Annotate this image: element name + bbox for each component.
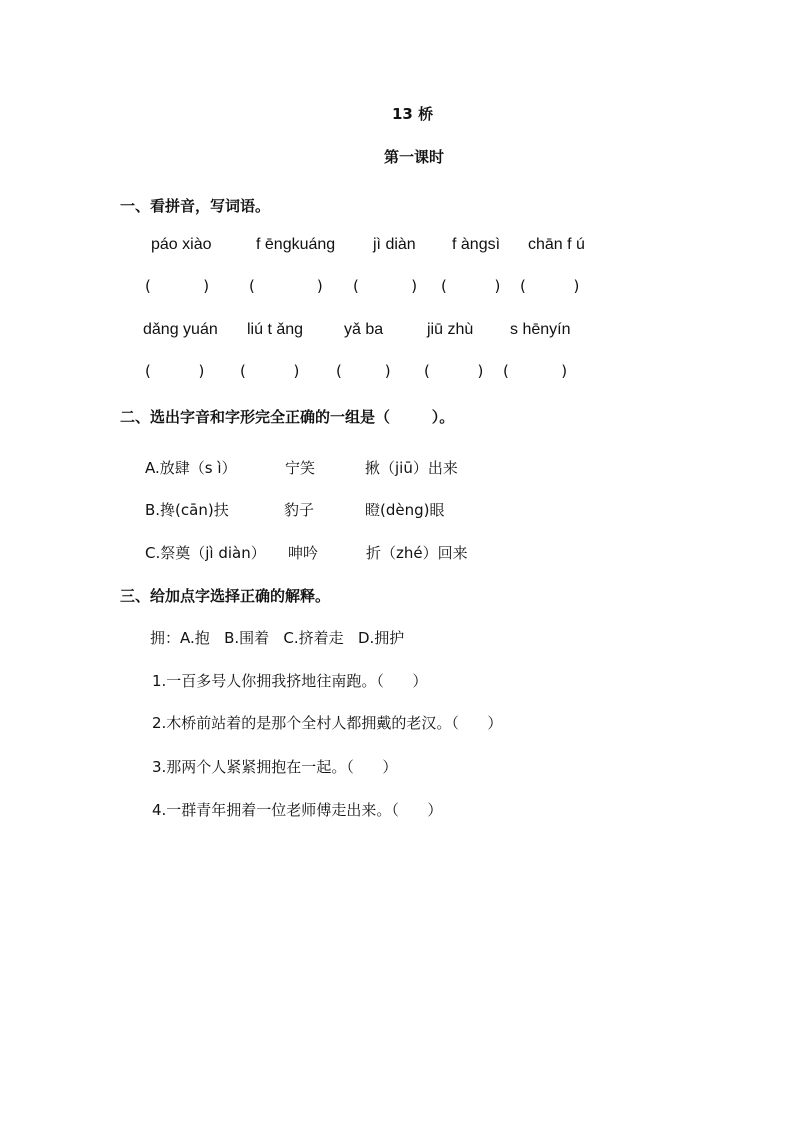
option-c-word2: 呻吟	[288, 544, 319, 562]
answer-blank-10[interactable]: ( )	[503, 362, 568, 380]
answer-blank-5[interactable]: ( )	[520, 277, 580, 295]
option-b-word3: 瞪(dèng)眼	[365, 501, 445, 519]
option-b-word2: 豹子	[284, 501, 315, 519]
definition-choices: 拥：A.抱 B.围着 C.挤着走 D.拥护	[150, 629, 405, 647]
pinyin-4: f àngsì	[452, 236, 501, 253]
pinyin-5: chān f ú	[528, 236, 585, 253]
option-c-word3: 折（zhé）回来	[366, 544, 468, 562]
section2-heading: 二、选出字音和字形完全正确的一组是（ ）。	[120, 408, 455, 426]
section3-heading: 三、给加点字选择正确的解释。	[120, 587, 331, 605]
pinyin-3: jì diàn	[373, 236, 416, 253]
pinyin-1: páo xiào	[151, 236, 212, 253]
pinyin-9: jiū zhù	[427, 321, 474, 338]
pinyin-6: dǎng yuán	[143, 321, 218, 338]
pinyin-8: yǎ ba	[344, 321, 384, 338]
answer-blank-7[interactable]: ( )	[240, 362, 300, 380]
option-c-word1: C.祭奠（jì diàn）	[145, 544, 266, 562]
option-b-word1: B.搀(cān)扶	[145, 501, 229, 519]
section1-heading: 一、看拼音，写词语。	[120, 197, 271, 215]
option-a-word2: 宁笑	[285, 459, 316, 477]
pinyin-7: liú t ǎng	[247, 321, 304, 338]
option-a-word3: 揪（jiū）出来	[365, 459, 458, 477]
question-2: 2.木桥前站着的是那个全村人都拥戴的老汉。（ ）	[152, 714, 503, 732]
pinyin-2: f ēngkuáng	[256, 236, 336, 253]
answer-blank-6[interactable]: ( )	[145, 362, 205, 380]
page-title: 13 桥	[392, 105, 434, 123]
answer-blank-9[interactable]: ( )	[424, 362, 484, 380]
answer-blank-8[interactable]: ( )	[336, 362, 391, 380]
answer-blank-1[interactable]: ( )	[145, 277, 210, 295]
question-3: 3.那两个人紧紧拥抱在一起。（ ）	[152, 758, 398, 776]
option-a-word1: A.放肆（s ì）	[145, 459, 237, 477]
question-4: 4.一群青年拥着一位老师傅走出来。（ ）	[152, 801, 443, 819]
pinyin-10: s hēnyín	[510, 321, 571, 338]
answer-blank-2[interactable]: ( )	[249, 277, 323, 295]
question-1: 1.一百多号人你拥我挤地往南跑。（ ）	[152, 672, 428, 690]
answer-blank-3[interactable]: ( )	[353, 277, 418, 295]
page-subtitle: 第一课时	[384, 148, 445, 166]
answer-blank-4[interactable]: ( )	[441, 277, 501, 295]
